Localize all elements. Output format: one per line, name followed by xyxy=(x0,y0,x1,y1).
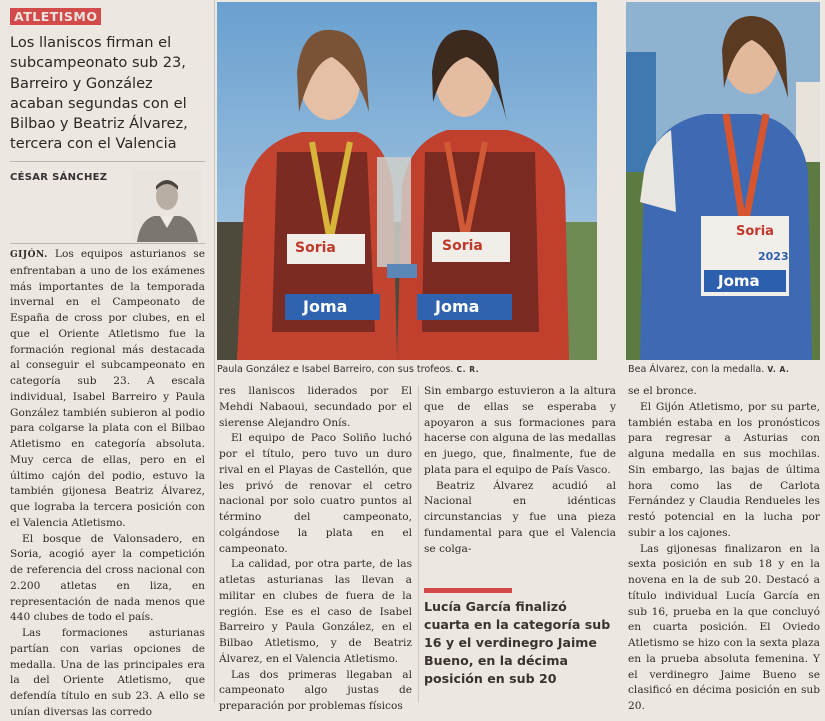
col4-paragraph-1: se el bronce. xyxy=(628,385,697,397)
col1-paragraph-1: Los equipos asturianos se enfrentaban a uno de los exámenes más importantes de la temporada invernal en el Campeonato de España de cross por clubes, en el que el Oriente Atletismo fue la formación regional más destacada al conseguir el subcampeonato en categoría sub 23. A escala individual, Isabel Barreiro y Paula González también subieron al podio para colgarse la plata con el Bilbao Atletismo en categoría absoluta. Muy cerca de ellas, pero en el último cajón del podio, estuvo la también gijonesa Beatriz Álvarez, que lograba la tercera posición con el Valencia Atletismo. xyxy=(10,248,205,529)
photo-athletes-trophies xyxy=(217,2,597,360)
column-rule xyxy=(214,0,215,703)
article-column-3 xyxy=(424,384,616,574)
headline: Los llaniscos firman el subcampeonato sub 23, Barreiro y González acaban segundas con el Bilbao y Beatriz Álvarez, tercera con el Valencia xyxy=(10,34,188,153)
col2-paragraph-2: El equipo de Paco Soliño luchó por el título, pero tuvo un duro rival en el Playas de Castellón, que les privó de renovar el cetro nacional por solo cuatro puntos al término del campeonato, colgándose la plata en el campeonato. xyxy=(219,432,412,555)
col1-paragraph-2: El bosque de Valonsadero, en Soria, acogió ayer la competición de referencia del cross nacional con 2.200 atletas en liza, en representación de nada menos que 440 clubes de todo el país. xyxy=(10,532,205,624)
photo2-caption: Bea Álvarez, con la medalla. V. A. xyxy=(628,364,790,375)
photo1-credit: C. R. xyxy=(456,365,480,374)
column-rule xyxy=(418,385,419,703)
author-byline: CÉSAR SÁNCHEZ xyxy=(10,172,108,183)
bib-left-text: Soria xyxy=(295,240,336,256)
col3-paragraph-2: Beatriz Álvarez acudió al Nacional en idénticas circunstancias y fue una pieza fundamental para que el Valencia se colga- xyxy=(424,479,616,555)
col2-paragraph-1: res llaniscos liderados por El Mehdi Nabaoui, secundado por el sierense Alejandro Onís. xyxy=(219,385,412,429)
author-photo xyxy=(132,170,202,242)
bib-right-text: Soria xyxy=(442,238,483,254)
article-column-1 xyxy=(10,247,205,718)
dateline: GIJÓN. xyxy=(10,250,48,260)
sponsor-logo-left: Joma xyxy=(303,297,348,316)
pull-quote: Lucía García finalizó cuarta en la categoría sub 16 y el verdinegro Jaime Bueno, en la décima posición en sub 20 xyxy=(424,599,611,686)
photo-athlete-medal xyxy=(626,2,820,360)
bib-year-text: 2023 xyxy=(758,250,789,263)
photo1-caption: Paula González e Isabel Barreiro, con sus trofeos. C. R. xyxy=(217,364,480,375)
section-tag: ATLETISMO xyxy=(10,8,101,25)
article-column-2 xyxy=(219,384,412,712)
col2-paragraph-4: Las dos primeras llegaban al campeonato algo justas de preparación por problemas físicos xyxy=(219,668,412,712)
headline-divider xyxy=(10,161,205,162)
sponsor-logo: Joma xyxy=(718,272,760,290)
col1-paragraph-3: Las formaciones asturianas partían con varias opciones de medalla. Una de las principales era la del Oriente Atletismo, que defendía título en sub 23. A ello se unían diversas las corredo xyxy=(10,627,205,718)
subhead-accent-bar xyxy=(424,588,512,593)
photo2-credit: V. A. xyxy=(767,365,790,374)
article-column-4 xyxy=(628,384,820,712)
col2-paragraph-3: La calidad, por otra parte, de las atletas asturianas las llevan a militar en clubes de fuera de la región. Ese es el caso de Isabel Barreiro y Paula González, en el Bilbao Atletismo, y de Beatriz Álvarez, en el Valencia Atletismo. xyxy=(219,558,412,665)
sponsor-logo-right: Joma xyxy=(435,297,480,316)
col4-paragraph-3: Las gijonesas finalizaron en la sexta posición en sub 18 y en la novena en la de sub 20. Destacó a título individual Lucía García en sub 16, prueba en la que concluyó en cuarta posición. El Oviedo Atletismo se hizo con la sexta plaza en la prueba absoluta femenina. Y el verdinegro Jaime Bueno se clasificó en décima posición en sub 20. xyxy=(628,542,820,712)
byline-divider xyxy=(10,243,205,244)
col4-paragraph-2: El Gijón Atletismo, por su parte, también estaba en los pronósticos para regresar a Asturias con alguna medalla en sus mochilas. Sin embargo, las bajas de última hora como las de Carlota Fernández y Claudia Rendueles les restó potencial en la lucha por subir a los cajones. xyxy=(628,400,820,539)
bib-city-text: Soria xyxy=(736,224,774,239)
col3-paragraph-1: Sin embargo estuvieron a la altura que de ellas se esperaba y apoyaron a sus formaciones para hacerse con alguna de las medallas en juego, que, finalmente, fue de plata para el equipo de País Vasco. xyxy=(424,385,616,476)
